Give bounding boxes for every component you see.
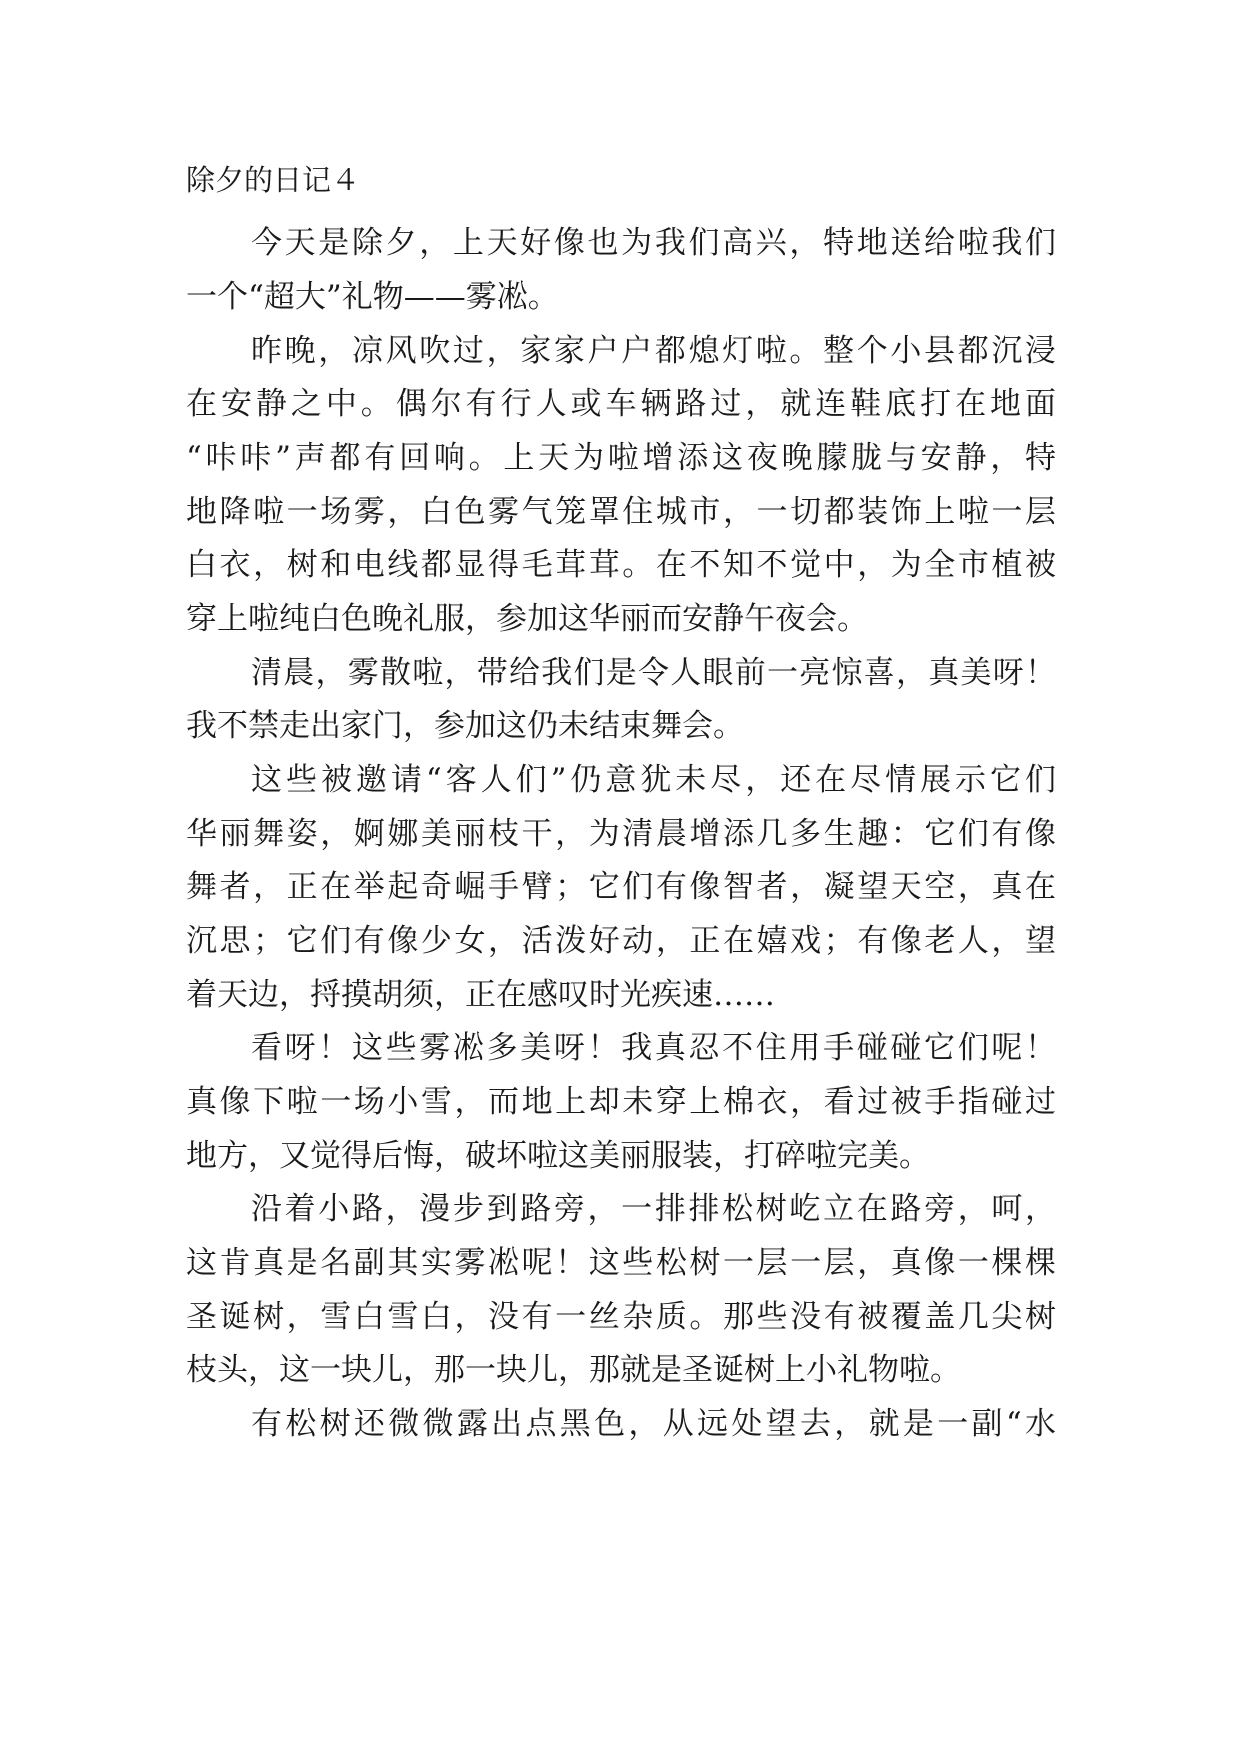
text-line: 枝头，这一块儿，那一块儿，那就是圣诞树上小礼物啦。 <box>186 1352 961 1388</box>
text-line: 圣诞树，雪白雪白，没有一丝杂质。那些没有被覆盖几尖树 <box>186 1299 1056 1335</box>
text-line: 沉思；它们有像少女，活泼好动，正在嬉戏；有像老人，望 <box>186 923 1056 959</box>
text-line: 一个“超大”礼物——雾凇。 <box>186 279 559 315</box>
text-line: 看呀！这些雾凇多美呀！我真忍不住用手碰碰它们呢！ <box>251 1030 1056 1066</box>
text-line: 今天是除夕，上天好像也为我们高兴，特地送给啦我们 <box>251 225 1056 261</box>
text-line: “咔咔”声都有回响。上天为啦增添这夜晚朦胧与安静，特 <box>186 440 1056 476</box>
text-line: 这肯真是名副其实雾凇呢！这些松树一层一层，真像一棵棵 <box>186 1245 1056 1281</box>
text-line: 清晨，雾散啦，带给我们是令人眼前一亮惊喜，真美呀！ <box>251 655 1056 691</box>
text-line: 沿着小路，漫步到路旁，一排排松树屹立在路旁，呵， <box>251 1191 1056 1227</box>
text-line: 白衣，树和电线都显得毛茸茸。在不知不觉中，为全市植被 <box>186 547 1056 583</box>
text-line: 真像下啦一场小雪，而地上却未穿上棉衣，看过被手指碰过 <box>186 1084 1056 1120</box>
text-line: 地方，又觉得后悔，破坏啦这美丽服装，打碎啦完美。 <box>186 1138 930 1174</box>
document-title: 除夕的日记４ <box>186 163 361 197</box>
text-line: 舞者，正在举起奇崛手臂；它们有像智者，凝望天空，真在 <box>186 869 1056 905</box>
text-line: 穿上啦纯白色晚礼服，参加这华丽而安静午夜会。 <box>186 601 868 637</box>
text-line: 这些被邀请“客人们”仍意犹未尽，还在尽情展示它们 <box>251 762 1056 798</box>
text-line: 我不禁走出家门，参加这仍未结束舞会。 <box>186 708 744 744</box>
text-line: 在安静之中。偶尔有行人或车辆路过，就连鞋底打在地面 <box>186 386 1056 422</box>
text-line: 昨晚，凉风吹过，家家户户都熄灯啦。整个小县都沉浸 <box>251 333 1056 369</box>
text-line: 华丽舞姿，婀娜美丽枝干，为清晨增添几多生趣：它们有像 <box>186 816 1056 852</box>
text-line: 着天边，捋摸胡须，正在感叹时光疾速…… <box>186 977 775 1013</box>
text-line: 有松树还微微露出点黑色，从远处望去，就是一副“水 <box>251 1406 1056 1442</box>
text-line: 地降啦一场雾，白色雾气笼罩住城市，一切都装饰上啦一层 <box>186 494 1056 530</box>
